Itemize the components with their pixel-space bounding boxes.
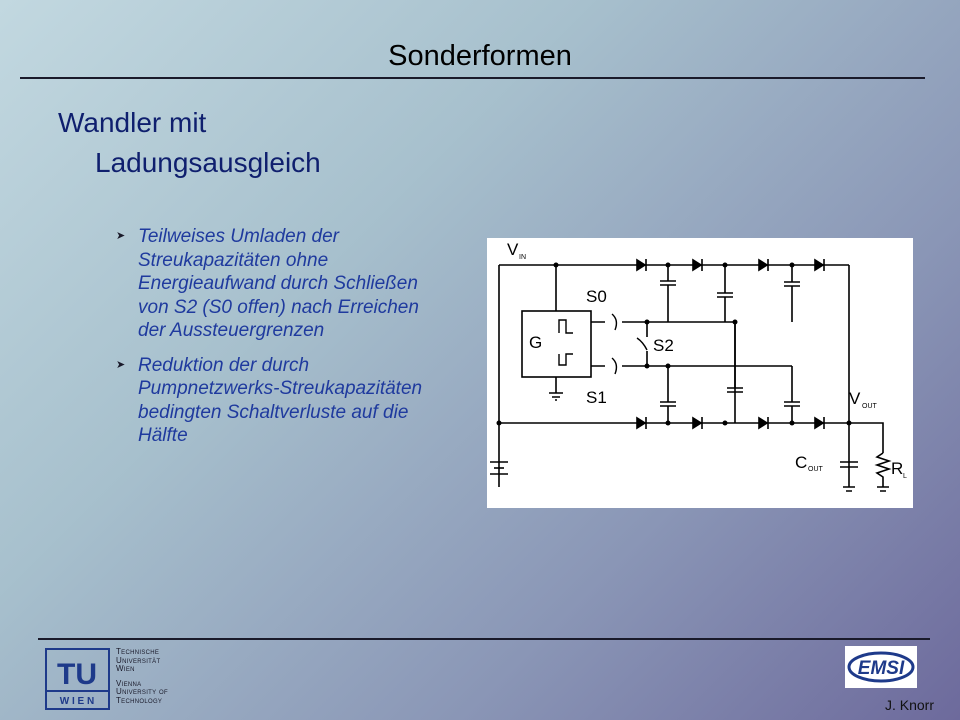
tu-wien-logo bbox=[45, 648, 110, 715]
svg-text:OUT: OUT bbox=[808, 466, 823, 473]
svg-text:S0: S0 bbox=[586, 287, 607, 306]
emsi-logo bbox=[845, 646, 917, 688]
bullet-item bbox=[116, 354, 446, 448]
svg-text:V: V bbox=[849, 389, 861, 408]
heading-line-1: Wandler mit bbox=[58, 107, 207, 138]
load-resistor-icon bbox=[877, 453, 889, 487]
footer-divider bbox=[38, 638, 930, 640]
heading-line-2: Ladungsausgleich bbox=[95, 147, 321, 178]
section-heading bbox=[58, 103, 321, 183]
bullet-text: Teilweises Umladen der Streukapazitäten ohne Energieaufwand durch Schließen von S2 (S0 offen) nach Erreichen der Aussteuergrenzen bbox=[138, 226, 419, 341]
svg-text:OUT: OUT bbox=[862, 403, 877, 410]
arrow-bullet-icon: ➤ bbox=[116, 358, 126, 371]
arrow-bullet-icon: ➤ bbox=[116, 230, 126, 242]
author-name: J. Knorr bbox=[884, 697, 934, 713]
svg-text:R: R bbox=[891, 459, 904, 478]
svg-text:L: L bbox=[903, 473, 907, 480]
svg-text:G: G bbox=[529, 333, 543, 352]
slide-title: Sonderformen bbox=[388, 40, 572, 72]
capacitor-icon bbox=[660, 265, 800, 423]
svg-text:EMSI: EMSI bbox=[857, 658, 905, 679]
svg-text:C: C bbox=[795, 453, 808, 472]
svg-text:TU: TU bbox=[57, 658, 97, 691]
title-divider bbox=[20, 77, 925, 79]
junction-dots bbox=[497, 263, 852, 426]
bullet-list bbox=[116, 225, 446, 459]
svg-text:W I E N: W I E N bbox=[59, 696, 95, 707]
svg-text:S1: S1 bbox=[586, 388, 607, 407]
charge-pump-circuit-diagram bbox=[487, 238, 913, 508]
svg-text:S2: S2 bbox=[653, 336, 674, 355]
svg-text:V: V bbox=[507, 240, 519, 259]
bullet-item bbox=[116, 225, 446, 343]
university-name: Technische Universität Wien Vienna University of Technology bbox=[116, 647, 168, 705]
svg-text:IN: IN bbox=[519, 254, 526, 261]
bullet-text: Reduktion der durch Pumpnetzwerks-Streukapazitäten bedingten Schaltverluste auf die Hälfte bbox=[138, 354, 423, 446]
